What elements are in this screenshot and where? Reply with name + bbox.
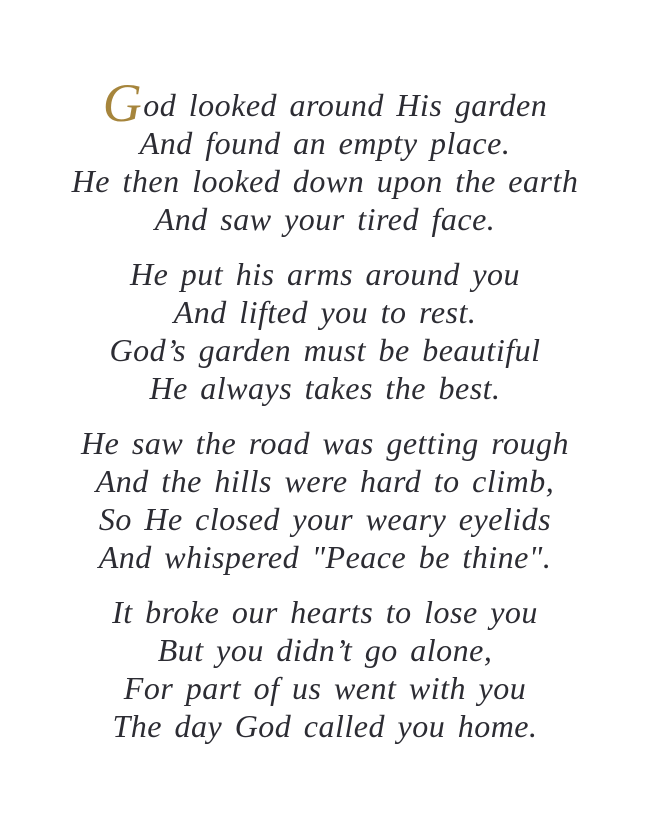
poem-line: He then looked down upon the earth xyxy=(71,163,579,199)
poem-line: But you didn’t go alone, xyxy=(157,632,493,668)
poem-line: So He closed your weary eyelids xyxy=(98,501,552,537)
poem-line: And whispered "Peace be thine". xyxy=(98,539,552,575)
poem-stanza-3 xyxy=(0,424,650,576)
poem-line: For part of us went with you xyxy=(123,670,527,706)
poem-line: And saw your tired face. xyxy=(154,201,496,237)
poem-line: The day God called you home. xyxy=(112,708,538,744)
poem-line: God’s garden must be beautiful xyxy=(109,332,541,368)
dropcap-letter: G xyxy=(102,73,143,133)
poem-stanza-4 xyxy=(0,593,650,745)
poem-stanza-2 xyxy=(0,255,650,407)
poem-line: And the hills were hard to climb, xyxy=(95,463,555,499)
poem-line: And lifted you to rest. xyxy=(173,294,477,330)
poem-line: And found an empty place. xyxy=(139,125,511,161)
poem-line: He saw the road was getting rough xyxy=(81,425,569,461)
poem-line: It broke our hearts to lose you xyxy=(112,594,538,630)
poem-stanza-1 xyxy=(0,73,650,238)
poem-line-text: od looked around His garden xyxy=(143,87,548,123)
poem-line xyxy=(0,73,650,133)
poem-line: He put his arms around you xyxy=(129,256,521,292)
poem-line: He always takes the best. xyxy=(149,370,501,406)
